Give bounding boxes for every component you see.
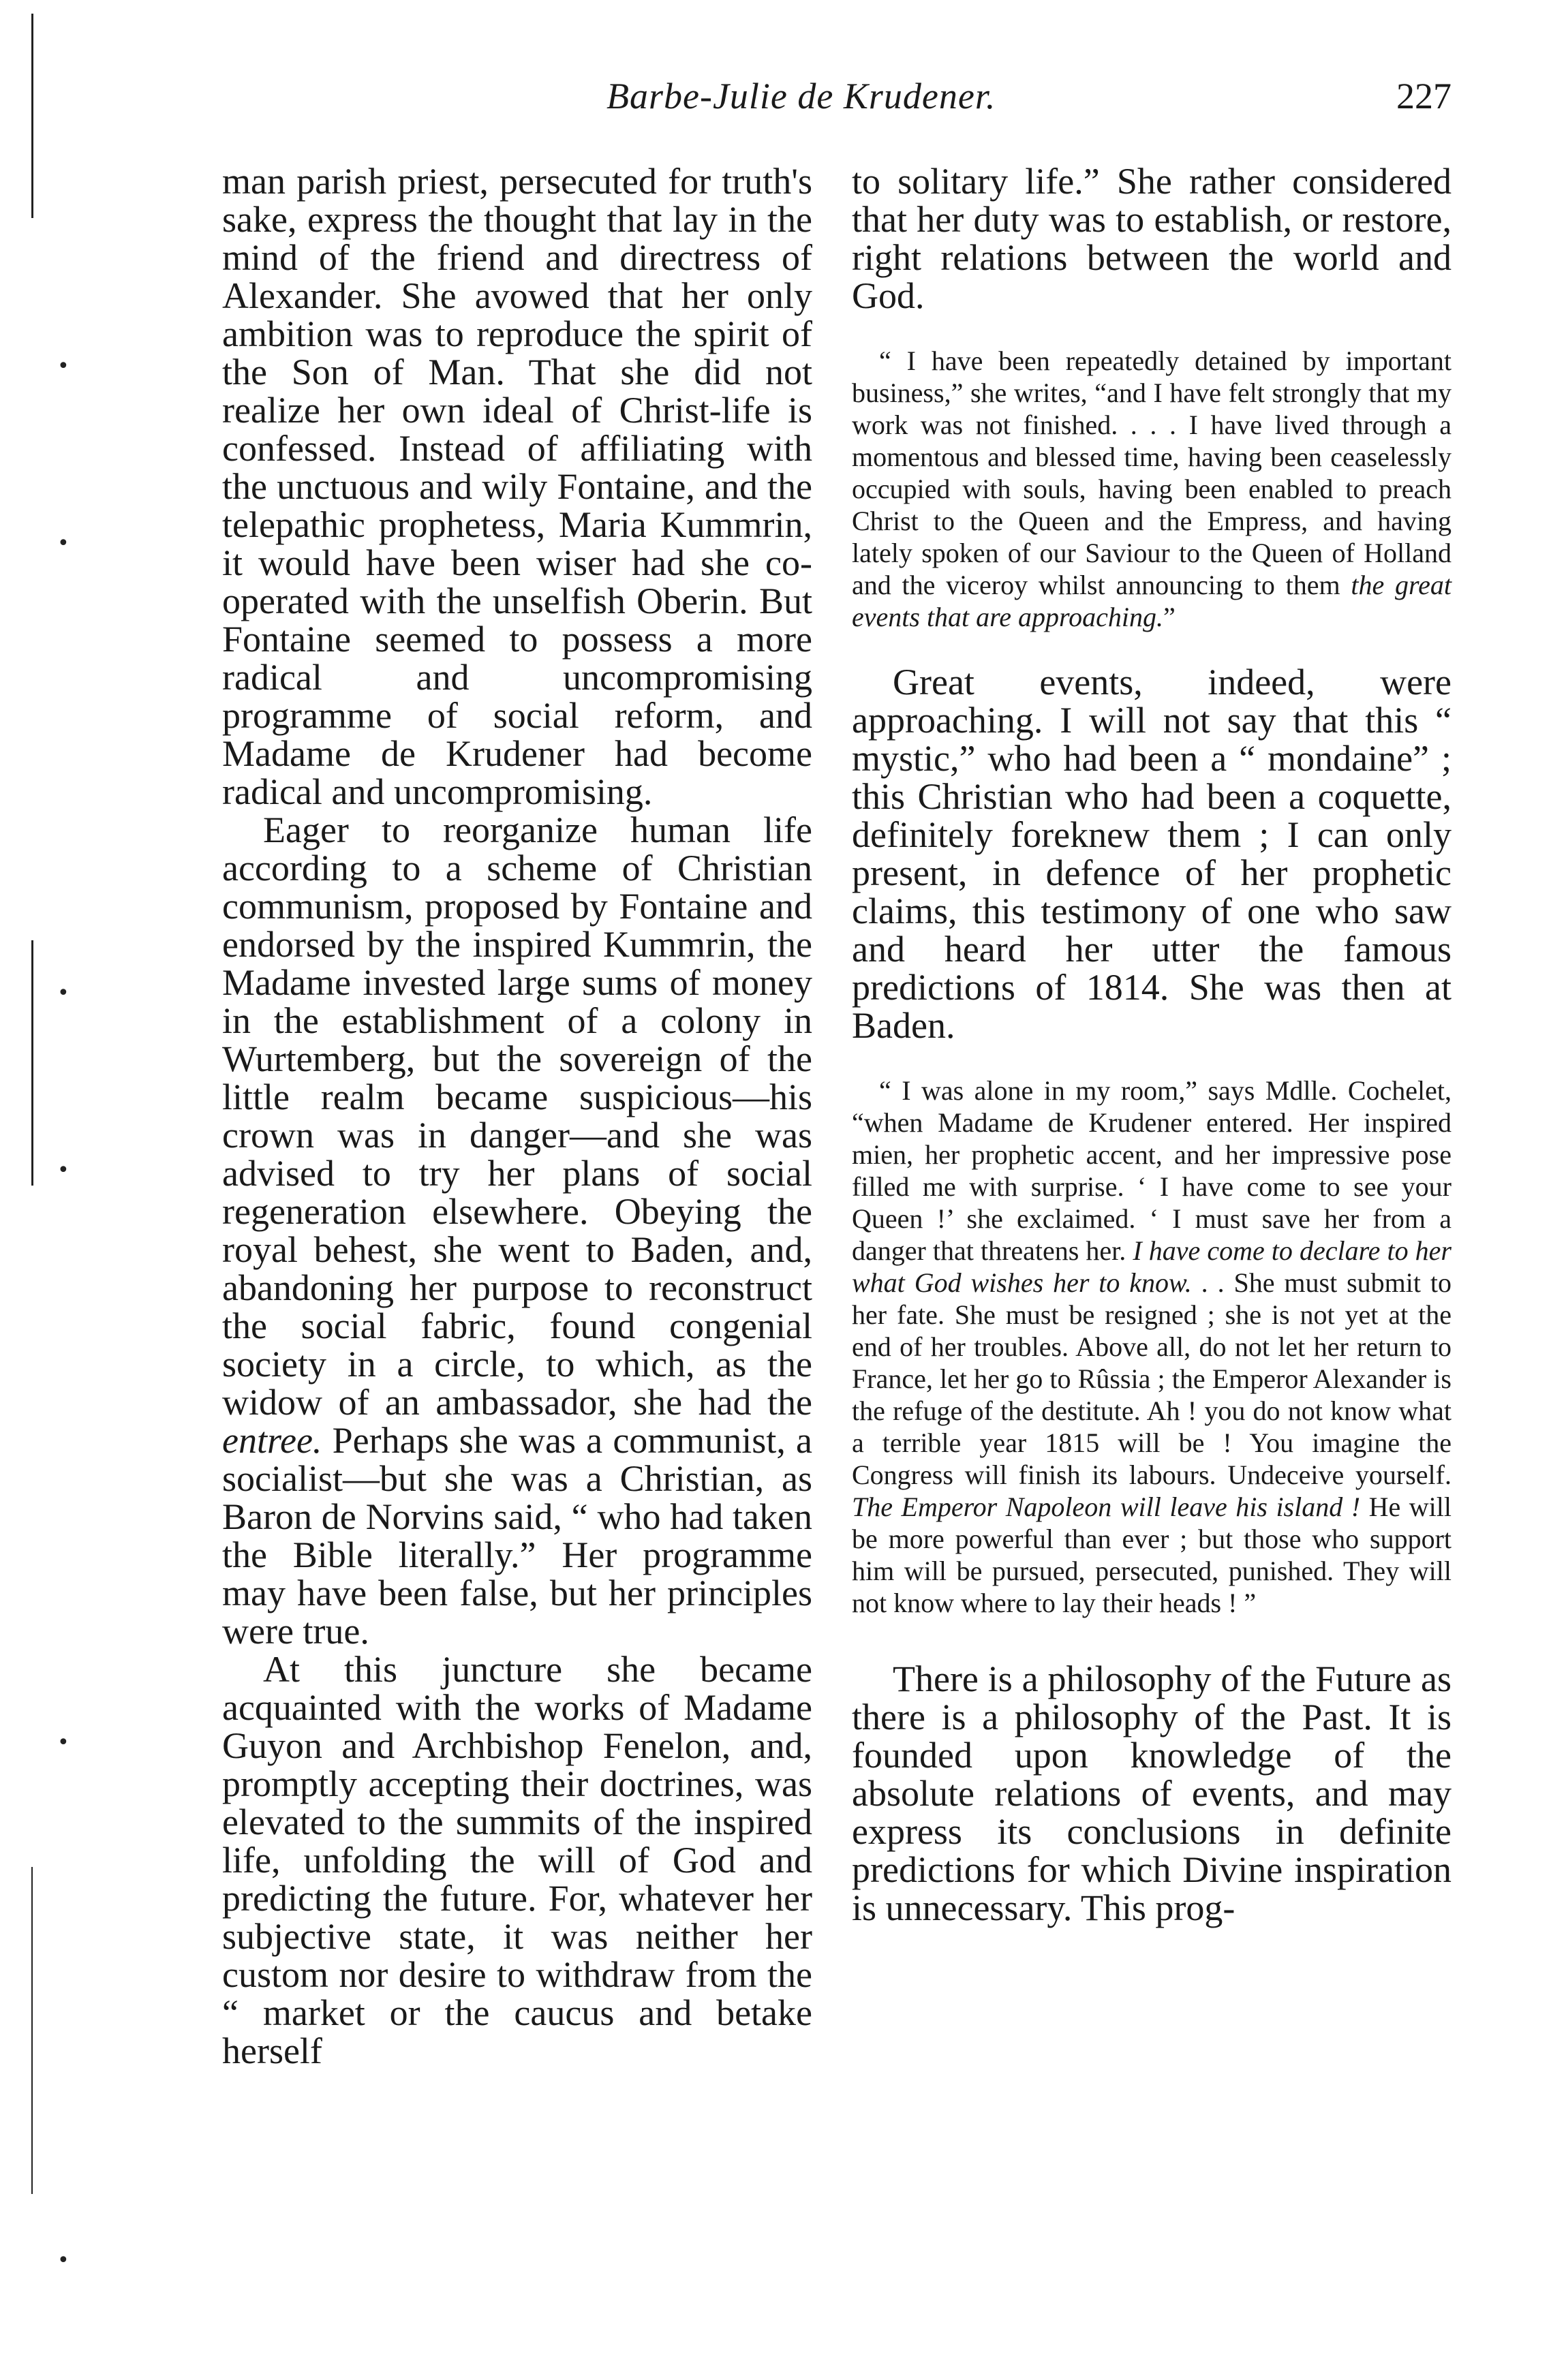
text-run: “ I was alone in my room,” says Mdlle. Cochelet, “when Madame de Krudener entered. Her inspired mien, her prophetic accent, and her impressive pose filled me with surprise. ‘ I have come to see your Queen !’ she exclaimed. ‘ I must save her from a danger that threatens her. xyxy=(852,1075,1452,1266)
left-column xyxy=(222,162,812,2070)
block-quote xyxy=(852,345,1452,633)
margin-bullet-mark: • xyxy=(57,531,70,555)
margin-bullet-mark: • xyxy=(57,2248,70,2272)
spacer xyxy=(852,1619,1452,1660)
paragraph: man parish priest, persecuted for truth's sake, express the thought that lay in the mind of the friend and directress of Alexander. She avowed that her only ambition was to reproduce the spirit of the Son of Man. That she did not realize her own ideal of Christ-life is confessed. Instead of affiliating with the unctuous and wily Fontaine, and the telepathic prophetess, Maria Kummrin, it would have been wiser had she co-operated with the unselfish Oberin. But Fontaine seemed to possess a more radical and uncompromising programme of social reform, and Madame de Krudener had become radical and uncompromising. xyxy=(222,161,812,812)
italic-text: The Emperor Napoleon will leave his island ! xyxy=(852,1492,1361,1522)
italic-text: entree. xyxy=(222,1420,322,1461)
margin-rule-lower xyxy=(31,1867,33,2194)
paragraph: Great events, indeed, were approaching. I will not say that this “ mystic,” who had been a “ mondaine” ; this Christian who had been a coquette, definitely foreknew them ; I can only present, in defence of her prophetic claims, this testimony of one who saw and heard her utter the famous predictions of 1814. She was then at Baden. xyxy=(852,662,1452,1046)
text-run: ” xyxy=(1163,602,1176,632)
block-quote xyxy=(852,1075,1452,1619)
paragraph: There is a philosophy of the Future as there is a philosophy of the Past. It is founded upon knowledge of the absolute relations of events, and may express its conclusions in definite predictions for which Divine inspiration is unnecessary. This prog- xyxy=(852,1658,1452,1928)
text-run: He will be more powerful than ever ; but those who support him will be pursued, persecuted, punished. They will not know where to lay their heads ! ” xyxy=(852,1492,1452,1618)
margin-rule-top xyxy=(31,14,33,218)
text-run: “ I have been repeatedly detained by important business,” she writes, “and I have felt strongly that my work was not finished. . . . I have lived through a momentous and blessed time, having been ceaselessly occupied with souls, having been enabled to preach Christ to the Queen and the Empress, and having lately spoken of our Saviour to the Queen of Holland and the viceroy whilst announcing to them xyxy=(852,345,1452,600)
spacer xyxy=(852,633,1452,663)
margin-rule-middle xyxy=(31,940,33,1186)
text-run: . . She must submit to her fate. She must be resigned ; she is not yet at the end of her troubles. Above all, do not let her return to France, let her go to Rûssia ; the Emperor Alexander is the refuge of the destitute. Ah ! you do not know what a terrible year 1815 will be ! You imagine the Congress will finish its labours. Undeceive yourself. xyxy=(852,1267,1452,1490)
running-header xyxy=(225,75,1452,136)
margin-bullet-mark: • xyxy=(57,1158,70,1182)
italic-text: the great events that are approaching. xyxy=(852,570,1452,632)
spacer xyxy=(852,315,1452,345)
text-run: Eager to reorganize human life according to a scheme of Christian communism, proposed by Fontaine and endorsed by the inspired Kummrin, the Madame invested large sums of money in the establishment of a colony in Wurtemberg, but the sovereign of the little realm became suspicious—his crown was in danger—and she was advised to try her plans of social regeneration elsewhere. Obeying the royal behest, she went to Baden, and, abandoning her purpose to reconstruct the social fabric, found congenial society in a circle, to which, as the widow of an ambassador, she had the xyxy=(222,809,812,1423)
spacer xyxy=(852,1045,1452,1075)
margin-bullet-mark: • xyxy=(57,981,70,1005)
running-title: Barbe-Julie de Krudener. xyxy=(607,76,996,117)
margin-bullet-mark: • xyxy=(57,354,70,378)
right-column xyxy=(852,162,1452,1927)
text-run: Perhaps she was a communist, a socialist—but she was a Christian, as Baron de Norvins said, “ who had taken the Bible literally.” Her programme may have been false, but her principles were true. xyxy=(222,1420,812,1652)
paragraph xyxy=(222,811,812,1650)
margin-bullet-mark: • xyxy=(57,1731,70,1755)
paragraph: to solitary life.” She rather considered that her duty was to establish, or restore, right relations between the world and God. xyxy=(852,161,1452,316)
paragraph: At this juncture she became acquainted with the works of Madame Guyon and Archbishop Fenelon, and, promptly accepting their doctrines, was elevated to the summits of the inspired life, unfolding the will of God and predicting the future. For, whatever her subjective state, it was neither her custom nor desire to withdraw from the “ market or the caucus and betake herself xyxy=(222,1649,812,2071)
italic-text: I have come to declare to her what God wishes her to know. xyxy=(852,1235,1452,1298)
page-number: 227 xyxy=(1396,76,1452,117)
